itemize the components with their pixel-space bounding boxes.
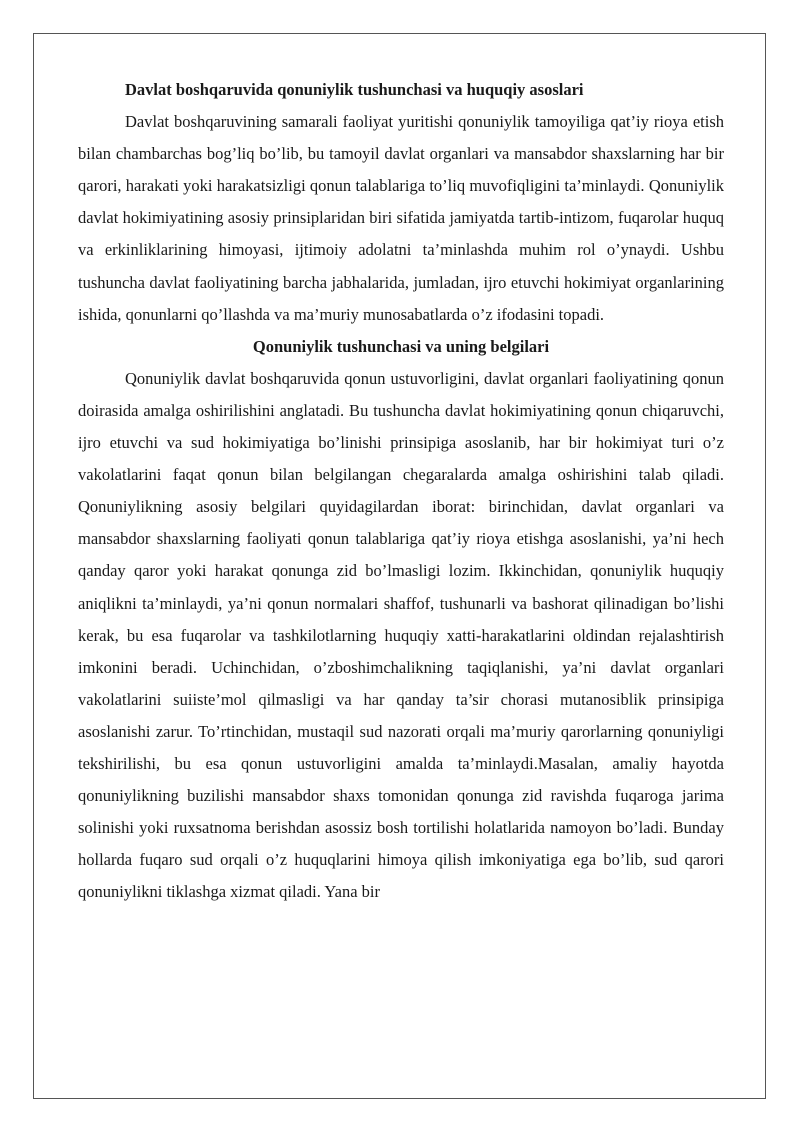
section-heading: Qonuniylik tushunchasi va uning belgilari bbox=[252, 336, 550, 356]
intro-paragraph: Davlat boshqaruvining samarali faoliyat yuritishi qonuniylik tamoyiliga qat’iy rioya etish bilan chambarchas bog’liq bo’lib, bu tamoyil davlat organlari va mansabdor shaxslarning har bir qarori, harakati yoki harakatsizligi qonun talablariga to’liq muvofiqligini ta’minlaydi. Qonuniylik davlat hokimiyatining asosiy prinsiplaridan biri sifatida jamiyatda tartib-intizom, fuqarolar huquq va erkinliklarining himoyasi, ijtimoiy adolatni ta’minlashda muhim rol o’ynaydi. Ushbu tushuncha davlat faoliyatining barcha jabhalarida, jumladan, ijro etuvchi hokimiyat organlarining ishida, qonunlarni qo’llashda va ma’muriy munosabatlarda o’z ifodasini topadi. bbox=[78, 112, 724, 324]
document-title: Davlat boshqaruvida qonuniylik tushunchasi va huquqiy asoslari bbox=[125, 80, 584, 99]
document-body bbox=[78, 74, 724, 908]
section-paragraph: Qonuniylik davlat boshqaruvida qonun ustuvorligini, davlat organlari faoliyatining qonun doirasida amalga oshirilishini anglatadi. Bu tushuncha davlat hokimiyatining qonun chiqaruvchi, ijro etuvchi va sud hokimiyatiga bo’linishi prinsipiga asoslanib, har bir hokimiyat turi o’z vakolatlarini faqat qonun bilan belgilangan chegaralarda amalga oshirishini talab qiladi. Qonuniylikning asosiy belgilari quyidagilardan iborat: birinchidan, davlat organlari va mansabdor shaxslarning faoliyati qonun talablariga qat’iy rioya etishga asoslanishi, ya’ni hech qanday qaror yoki harakat qonunga zid bo’lmasligi lozim. Ikkinchidan, qonuniylik huquqiy aniqlikni ta’minlaydi, ya’ni qonun normalari shaffof, tushunarli va bashorat qilinadigan bo’lishi kerak, bu esa fuqarolar va tashkilotlarning huquqiy xatti-harakatlarini oldindan rejalashtirish imkonini beradi. Uchinchidan, o’zboshimchalikning taqiqlanishi, ya’ni davlat organlari vakolatlarini suiiste’mol qilmasligi va har qanday ta’sir chorasi mutanosiblik prinsipiga asoslanishi zarur. To’rtinchidan, mustaqil sud nazorati orqali ma’muriy qarorlarning qonuniyligi tekshirilishi, bu esa qonun ustuvorligini amalda ta’minlaydi.Masalan, amaliy hayotda qonuniylikning buzilishi mansabdor shaxs tomonidan qonunga zid ravishda fuqaroga jarima solinishi yoki ruxsatnoma berishdan asossiz bosh tortilishi holatlarida namoyon bo’ladi. Bunday hollarda fuqaro sud orqali o’z huquqlarini himoya qilish imkoniyatiga ega bo’lib, sud qarori qonuniylikni tiklashga xizmat qiladi. Yana bir bbox=[78, 368, 724, 902]
